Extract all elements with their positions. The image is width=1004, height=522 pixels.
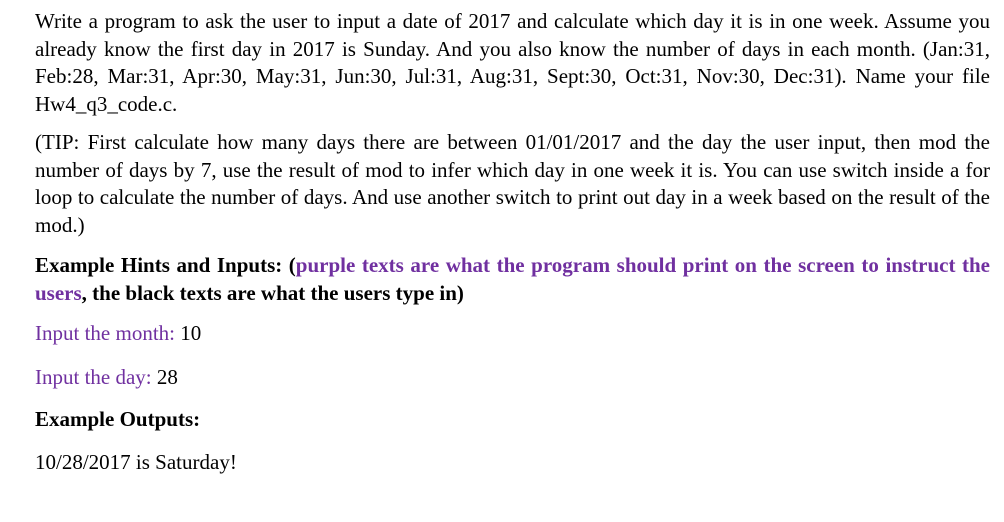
day-prompt: Input the day:	[35, 364, 152, 389]
problem-statement: Write a program to ask the user to input a date of 2017 and calculate which day it is in one week. Assume you already know the first day in 2017 is Sunday. And you also know the number of days in each month. (Jan:31, Feb:28, Mar:31, Apr:30, May:31, Jun:30, Jul:31, Aug:31, Sept:30, Oct:31, Nov:30, Dec:31). Name your file Hw4_q3_code.c.	[35, 9, 990, 116]
month-prompt: Input the month:	[35, 321, 175, 345]
example-output-line: 10/28/2017 is Saturday!	[35, 449, 237, 474]
example-hints-heading	[35, 252, 990, 307]
example-hints-label: Example Hints and Inputs: (	[35, 253, 296, 277]
day-value: 28	[151, 364, 178, 389]
tip-paragraph: (TIP: First calculate how many days there are between 01/01/2017 and the day the user input, then mod the number of days by 7, use the result of mod to infer which day in one week it is. You can use switch inside a for loop to calculate the number of days. And use another switch to print out day in a week based on the result of the mod.)	[35, 130, 990, 237]
black-text-note: , the black texts are what the users type in)	[81, 280, 464, 305]
example-input-month	[35, 320, 990, 348]
assignment-document	[35, 8, 990, 476]
purple-text-note: purple texts are what the program should print on the screen to instruct the users	[35, 253, 990, 305]
month-value: 10	[175, 321, 202, 345]
example-input-day	[35, 364, 990, 392]
example-outputs-heading: Example Outputs:	[35, 407, 201, 431]
